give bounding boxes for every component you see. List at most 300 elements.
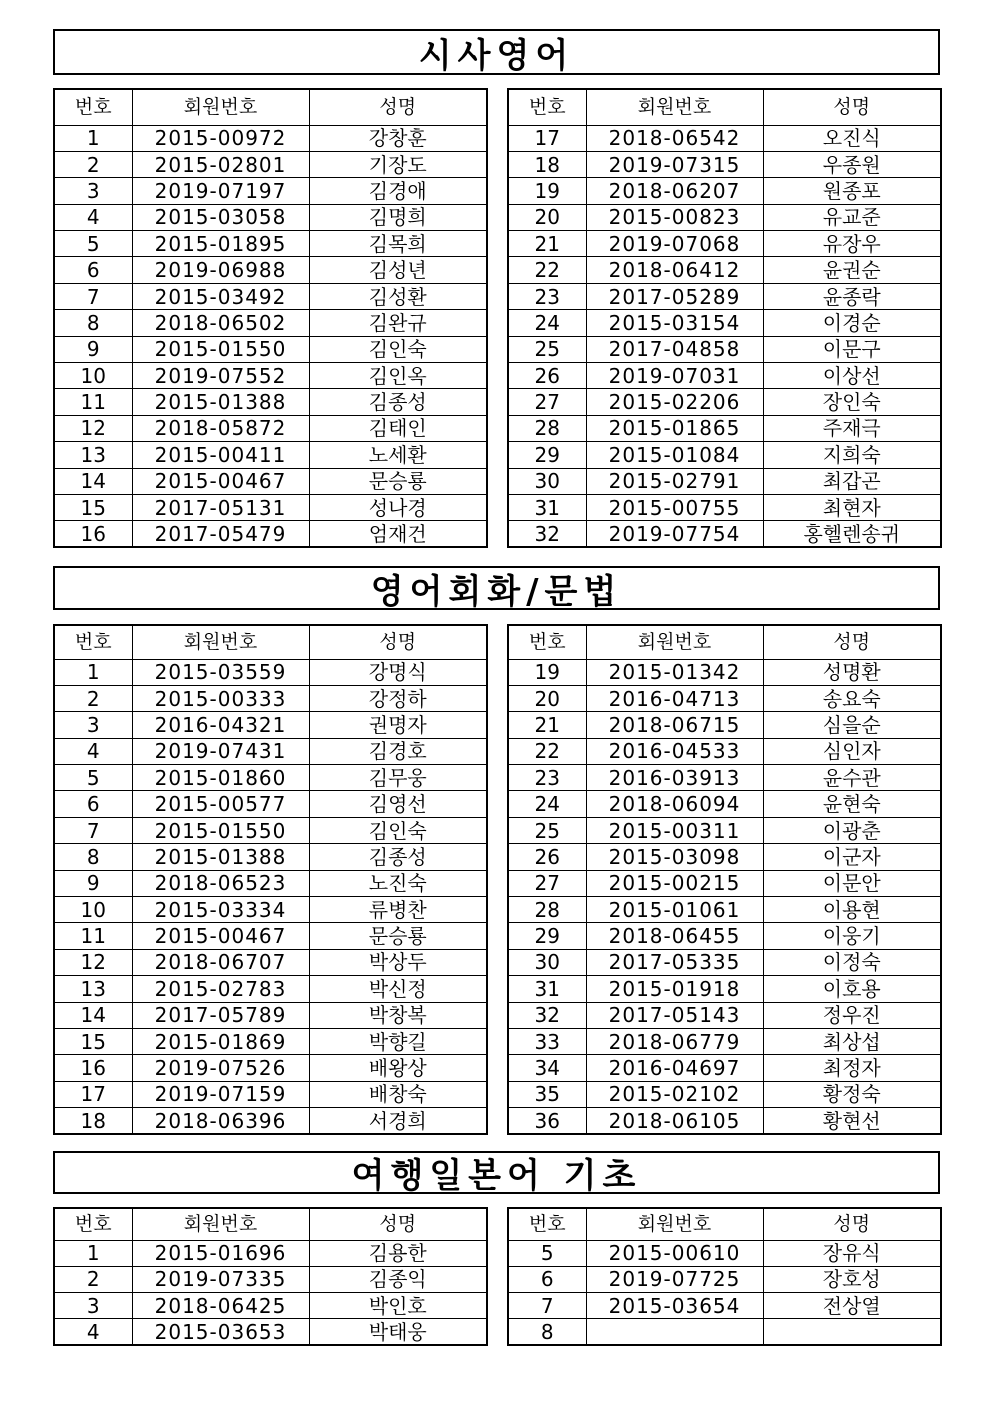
member-name: 김인숙 [368, 337, 427, 362]
roster-table-left [53, 1207, 488, 1346]
table-row [54, 310, 487, 336]
table-row [508, 310, 941, 336]
table-row [508, 151, 941, 177]
header-member-id: 회원번호 [586, 1208, 763, 1240]
member-name: 황정숙 [822, 1082, 881, 1107]
roster-table-left [53, 88, 488, 548]
member-name: 이군자 [822, 844, 881, 869]
member-id: 2017-05289 [586, 283, 763, 309]
member-id: 2019-07031 [586, 363, 763, 389]
member-name: 이광춘 [822, 818, 881, 843]
member-name: 심을순 [822, 712, 881, 737]
table-row [54, 1108, 487, 1134]
header-name: 성명 [763, 1208, 941, 1240]
row-number: 1 [54, 659, 132, 685]
header-name: 성명 [763, 89, 941, 125]
member-id: 2016-04533 [586, 738, 763, 764]
member-id: 2016-03913 [586, 765, 763, 791]
table-row [508, 738, 941, 764]
table-row [508, 923, 941, 949]
row-number: 7 [54, 817, 132, 843]
member-id: 2019-07068 [586, 231, 763, 257]
row-number: 29 [508, 442, 586, 468]
member-id: 2018-06425 [132, 1293, 309, 1319]
member-name: 김명희 [368, 205, 427, 230]
row-number: 6 [508, 1266, 586, 1292]
member-name: 강명식 [368, 660, 427, 685]
member-name: 김성년 [368, 258, 427, 283]
roster-table-right [507, 88, 942, 548]
header-name: 성명 [309, 89, 487, 125]
table-row [508, 1266, 941, 1292]
row-number: 32 [508, 1002, 586, 1028]
member-id: 2019-07754 [586, 521, 763, 547]
row-number: 35 [508, 1081, 586, 1107]
table-row [508, 494, 941, 520]
table-row [508, 976, 941, 1002]
row-number: 25 [508, 817, 586, 843]
member-name: 류병찬 [368, 897, 427, 922]
member-name: 장인숙 [822, 390, 881, 415]
table-row [508, 231, 941, 257]
member-id: 2015-01550 [132, 817, 309, 843]
member-name: 강창훈 [368, 126, 427, 151]
table-row [508, 283, 941, 309]
row-number: 10 [54, 897, 132, 923]
member-name: 성명환 [822, 660, 881, 685]
table-row [54, 1266, 487, 1292]
row-number: 15 [54, 1028, 132, 1054]
member-id: 2015-00610 [586, 1240, 763, 1266]
table-row [54, 442, 487, 468]
member-name: 이웅기 [822, 924, 881, 949]
member-name: 김종성 [368, 844, 427, 869]
table-row [508, 1028, 941, 1054]
table-row [54, 468, 487, 494]
table-row [508, 1319, 941, 1345]
table-row [54, 494, 487, 520]
member-name: 윤현숙 [822, 792, 881, 817]
table-row [54, 949, 487, 975]
member-id: 2019-07159 [132, 1081, 309, 1107]
member-id: 2015-02801 [132, 151, 309, 177]
row-number: 1 [54, 1240, 132, 1266]
row-number: 33 [508, 1028, 586, 1054]
member-name: 이상선 [822, 363, 881, 388]
table-row [54, 151, 487, 177]
table-row [54, 1002, 487, 1028]
row-number: 20 [508, 204, 586, 230]
member-name: 배창숙 [368, 1082, 427, 1107]
header-no: 번호 [508, 1208, 586, 1240]
member-id: 2019-07431 [132, 738, 309, 764]
table-row [54, 521, 487, 547]
table-row [54, 791, 487, 817]
table-row [54, 685, 487, 711]
member-id: 2015-01696 [132, 1240, 309, 1266]
header-no: 번호 [54, 625, 132, 659]
member-name: 심인자 [822, 739, 881, 764]
member-name: 김목희 [368, 231, 427, 256]
row-number: 26 [508, 363, 586, 389]
member-id: 2015-00467 [132, 468, 309, 494]
table-row [508, 1108, 941, 1134]
member-name: 원종포 [822, 178, 881, 203]
table-header-row [54, 89, 487, 125]
member-name: 우종원 [822, 152, 881, 177]
member-id: 2019-07526 [132, 1055, 309, 1081]
row-number: 7 [54, 283, 132, 309]
table-row [54, 231, 487, 257]
member-name: 권명자 [368, 712, 427, 737]
table-row [508, 685, 941, 711]
row-number: 31 [508, 494, 586, 520]
row-number: 27 [508, 870, 586, 896]
table-row [508, 844, 941, 870]
row-number: 28 [508, 415, 586, 441]
member-name: 김인숙 [368, 818, 427, 843]
member-id: 2015-03492 [132, 283, 309, 309]
member-id: 2015-00972 [132, 125, 309, 151]
table-row [54, 897, 487, 923]
member-id: 2016-04697 [586, 1055, 763, 1081]
member-name: 이호용 [822, 976, 881, 1001]
row-number: 14 [54, 1002, 132, 1028]
row-number: 20 [508, 685, 586, 711]
table-row [54, 1240, 487, 1266]
member-id: 2015-00333 [132, 685, 309, 711]
row-number: 21 [508, 712, 586, 738]
member-id: 2015-00577 [132, 791, 309, 817]
member-id: 2018-05872 [132, 415, 309, 441]
header-member-id: 회원번호 [132, 625, 309, 659]
member-id: 2015-00755 [586, 494, 763, 520]
member-id: 2015-01895 [132, 231, 309, 257]
row-number: 5 [54, 765, 132, 791]
member-name: 김영선 [368, 792, 427, 817]
row-number: 30 [508, 468, 586, 494]
member-id: 2015-01388 [132, 844, 309, 870]
member-id: 2016-04321 [132, 712, 309, 738]
member-id: 2018-06523 [132, 870, 309, 896]
row-number: 6 [54, 257, 132, 283]
table-row [508, 712, 941, 738]
row-number: 4 [54, 738, 132, 764]
table-row [54, 817, 487, 843]
table-header-row [508, 625, 941, 659]
row-number: 4 [54, 204, 132, 230]
member-id: 2015-00215 [586, 870, 763, 896]
table-row [54, 363, 487, 389]
row-number: 22 [508, 738, 586, 764]
member-name: 엄재건 [368, 521, 427, 546]
row-number: 23 [508, 765, 586, 791]
member-name: 노세환 [368, 442, 427, 467]
table-row [54, 844, 487, 870]
table-row [54, 976, 487, 1002]
member-id: 2015-01084 [586, 442, 763, 468]
table-row [508, 1240, 941, 1266]
member-id: 2018-06396 [132, 1108, 309, 1134]
member-name: 김종익 [368, 1267, 427, 1292]
member-id: 2015-01869 [132, 1028, 309, 1054]
header-member-id: 회원번호 [132, 89, 309, 125]
member-name: 김완규 [368, 310, 427, 335]
row-number: 28 [508, 897, 586, 923]
row-number: 8 [54, 844, 132, 870]
member-name: 지희숙 [822, 442, 881, 467]
row-number: 11 [54, 923, 132, 949]
header-member-id: 회원번호 [586, 89, 763, 125]
header-name: 성명 [309, 625, 487, 659]
member-id: 2018-06542 [586, 125, 763, 151]
member-name: 홍헬렌송귀 [803, 521, 901, 546]
table-row [508, 389, 941, 415]
member-id: 2018-06455 [586, 923, 763, 949]
row-number: 29 [508, 923, 586, 949]
member-id: 2019-07315 [586, 151, 763, 177]
header-no: 번호 [54, 1208, 132, 1240]
row-number: 11 [54, 389, 132, 415]
table-row [54, 336, 487, 362]
member-name: 박창복 [368, 1003, 427, 1028]
table-row [508, 204, 941, 230]
member-id: 2016-04713 [586, 685, 763, 711]
header-member-id: 회원번호 [586, 625, 763, 659]
member-id: 2015-01550 [132, 336, 309, 362]
table-row [54, 204, 487, 230]
member-id: 2015-03654 [586, 1293, 763, 1319]
member-id: 2015-03058 [132, 204, 309, 230]
table-row [54, 125, 487, 151]
row-number: 24 [508, 310, 586, 336]
member-name: 이문안 [822, 871, 881, 896]
member-id: 2015-00823 [586, 204, 763, 230]
table-row [54, 870, 487, 896]
member-id: 2019-07197 [132, 178, 309, 204]
header-no: 번호 [54, 89, 132, 125]
row-number: 21 [508, 231, 586, 257]
row-number: 22 [508, 257, 586, 283]
member-id: 2018-06412 [586, 257, 763, 283]
member-id: 2018-06094 [586, 791, 763, 817]
member-id: 2017-05143 [586, 1002, 763, 1028]
member-id: 2018-06715 [586, 712, 763, 738]
member-id [586, 1319, 763, 1345]
table-header-row [508, 89, 941, 125]
row-number: 17 [54, 1081, 132, 1107]
member-id: 2015-01061 [586, 897, 763, 923]
table-row [54, 1081, 487, 1107]
row-number: 4 [54, 1319, 132, 1345]
row-number: 25 [508, 336, 586, 362]
row-number: 5 [508, 1240, 586, 1266]
member-name: 김경애 [368, 178, 427, 203]
member-name: 이경순 [822, 310, 881, 335]
row-number: 30 [508, 949, 586, 975]
member-id: 2015-00311 [586, 817, 763, 843]
member-name: 최상섭 [822, 1029, 881, 1054]
member-id: 2019-07335 [132, 1266, 309, 1292]
table-row [54, 738, 487, 764]
row-number: 26 [508, 844, 586, 870]
table-header-row [54, 625, 487, 659]
table-row [508, 897, 941, 923]
member-name: 기장도 [368, 152, 427, 177]
row-number: 16 [54, 521, 132, 547]
table-row [508, 363, 941, 389]
member-name: 성나경 [368, 495, 427, 520]
member-name: 박상두 [368, 950, 427, 975]
member-name: 이정숙 [822, 950, 881, 975]
member-name: 유장우 [822, 231, 881, 256]
member-name: 박신정 [368, 976, 427, 1001]
table-row [54, 283, 487, 309]
row-number: 15 [54, 494, 132, 520]
member-name: 황현선 [822, 1108, 881, 1133]
member-id: 2015-02206 [586, 389, 763, 415]
member-name: 김경호 [368, 739, 427, 764]
table-row [508, 442, 941, 468]
member-id: 2019-06988 [132, 257, 309, 283]
member-name: 서경희 [368, 1108, 427, 1133]
header-no: 번호 [508, 625, 586, 659]
table-row [54, 178, 487, 204]
row-number: 13 [54, 976, 132, 1002]
member-name: 장호성 [822, 1267, 881, 1292]
table-row [54, 1293, 487, 1319]
row-number: 2 [54, 685, 132, 711]
member-id: 2018-06707 [132, 949, 309, 975]
member-id: 2015-02791 [586, 468, 763, 494]
member-id: 2015-03653 [132, 1319, 309, 1345]
member-name [763, 1319, 941, 1345]
member-id: 2015-03559 [132, 659, 309, 685]
row-number: 18 [508, 151, 586, 177]
member-name: 전상열 [822, 1293, 881, 1318]
member-id: 2017-05335 [586, 949, 763, 975]
table-row [54, 765, 487, 791]
member-id: 2018-06105 [586, 1108, 763, 1134]
table-header-row [508, 1208, 941, 1240]
row-number: 24 [508, 791, 586, 817]
roster-table-right [507, 1207, 942, 1346]
member-name: 김종성 [368, 390, 427, 415]
member-id: 2015-02783 [132, 976, 309, 1002]
member-name: 문승룡 [368, 469, 427, 494]
member-name: 김성환 [368, 284, 427, 309]
member-id: 2015-03098 [586, 844, 763, 870]
row-number: 8 [508, 1319, 586, 1345]
table-row [54, 389, 487, 415]
section-title: 시사영어 [53, 29, 940, 75]
member-name: 유교준 [822, 205, 881, 230]
member-id: 2018-06207 [586, 178, 763, 204]
table-row [508, 659, 941, 685]
member-name: 정우진 [822, 1003, 881, 1028]
table-row [54, 712, 487, 738]
table-row [508, 791, 941, 817]
table-row [54, 257, 487, 283]
table-header-row [54, 1208, 487, 1240]
member-name: 최현자 [822, 495, 881, 520]
member-name: 최정자 [822, 1056, 881, 1081]
member-id: 2019-07725 [586, 1266, 763, 1292]
member-name: 김무웅 [368, 765, 427, 790]
member-name: 김태인 [368, 416, 427, 441]
row-number: 27 [508, 389, 586, 415]
row-number: 14 [54, 468, 132, 494]
member-name: 윤권순 [822, 258, 881, 283]
table-row [508, 257, 941, 283]
member-name: 윤종락 [822, 284, 881, 309]
member-name: 송요숙 [822, 686, 881, 711]
member-name: 이문구 [822, 337, 881, 362]
member-name: 김인옥 [368, 363, 427, 388]
row-number: 13 [54, 442, 132, 468]
table-row [508, 1002, 941, 1028]
table-row [54, 659, 487, 685]
table-row [508, 1055, 941, 1081]
table-row [508, 1081, 941, 1107]
member-name: 문승룡 [368, 924, 427, 949]
row-number: 8 [54, 310, 132, 336]
table-row [54, 1028, 487, 1054]
row-number: 12 [54, 415, 132, 441]
table-row [508, 870, 941, 896]
table-row [508, 415, 941, 441]
row-number: 31 [508, 976, 586, 1002]
table-row [508, 1293, 941, 1319]
member-name: 장유식 [822, 1241, 881, 1266]
roster-table-right [507, 624, 942, 1135]
member-name: 윤수관 [822, 765, 881, 790]
row-number: 18 [54, 1108, 132, 1134]
row-number: 6 [54, 791, 132, 817]
row-number: 16 [54, 1055, 132, 1081]
member-id: 2015-03334 [132, 897, 309, 923]
row-number: 19 [508, 659, 586, 685]
member-name: 박태웅 [368, 1319, 427, 1344]
section-title: 영어회화/문법 [53, 566, 940, 610]
member-id: 2018-06502 [132, 310, 309, 336]
row-number: 19 [508, 178, 586, 204]
member-id: 2018-06779 [586, 1028, 763, 1054]
header-name: 성명 [309, 1208, 487, 1240]
row-number: 1 [54, 125, 132, 151]
member-name: 배왕상 [368, 1056, 427, 1081]
member-id: 2015-02102 [586, 1081, 763, 1107]
member-id: 2015-01388 [132, 389, 309, 415]
member-id: 2019-07552 [132, 363, 309, 389]
member-id: 2017-05479 [132, 521, 309, 547]
member-name: 최갑곤 [822, 469, 881, 494]
row-number: 12 [54, 949, 132, 975]
table-row [54, 1319, 487, 1345]
table-row [508, 468, 941, 494]
row-number: 3 [54, 712, 132, 738]
member-id: 2017-05131 [132, 494, 309, 520]
member-id: 2015-01860 [132, 765, 309, 791]
member-name: 이용현 [822, 897, 881, 922]
member-name: 강정하 [368, 686, 427, 711]
row-number: 9 [54, 870, 132, 896]
table-row [508, 817, 941, 843]
row-number: 17 [508, 125, 586, 151]
member-id: 2017-05789 [132, 1002, 309, 1028]
header-name: 성명 [763, 625, 941, 659]
member-id: 2015-01918 [586, 976, 763, 1002]
